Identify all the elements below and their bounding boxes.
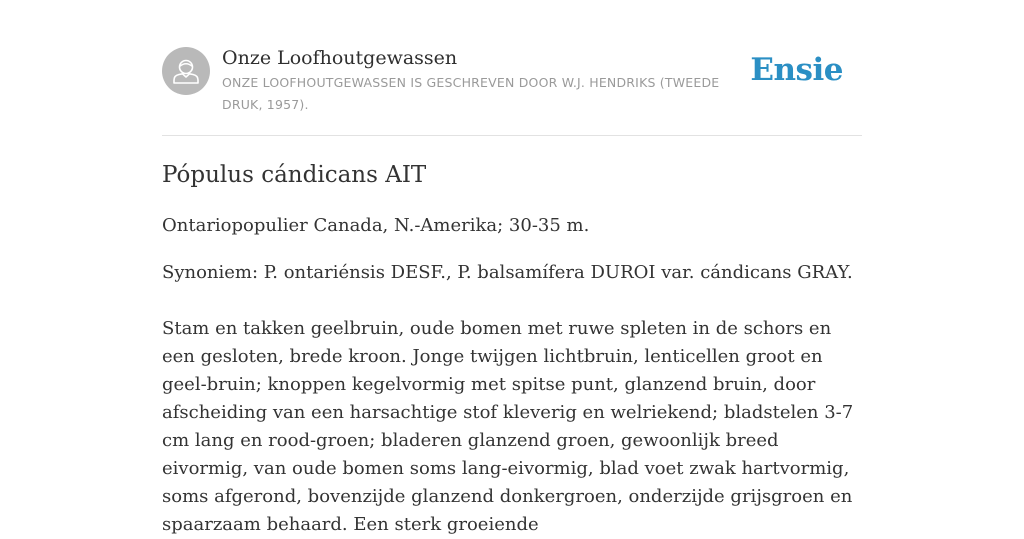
book-header [162, 0, 862, 136]
article-paragraph-description: Stam en takken geelbruin, oude bomen met ruwe spleten in de schors en een gesloten, brede kroon. Jonge twijgen lichtbruin, lenticellen groot en geel-bruin; knoppen kegelvormig met spitse punt, glanzend bruin, door afscheiding van een harsachtige stof kleverig en welriekend; bladstelen 3-7 cm lang en rood-groen; bladeren glanzend groen, gewoonlijk breed eivormig, van oude bomen soms lang-eivormig, blad voet zwak hartvormig, soms afgerond, bovenzijde glanzend donkergroen, onderzijde grijsgroen en spaarzaam behaard. Een sterk groeiende [162, 318, 854, 535]
book-subtitle: ONZE LOOFHOUTGEWASSEN IS GESCHREVEN DOOR W.J. HENDRIKS (TWEEDE DRUK, 1957). [222, 75, 720, 112]
article-title: Pópulus cándicans AIT [162, 162, 427, 188]
user-icon [162, 47, 210, 95]
page [162, 0, 862, 535]
ensie-logo[interactable]: Ensie [750, 52, 843, 88]
avatar [162, 47, 210, 95]
article-paragraph-synonyms: Synoniem: P. ontariénsis DESF., P. balsamífera DUROI var. cándicans GRAY. [162, 262, 853, 283]
article-paragraph-common-name: Ontariopopulier Canada, N.-Amerika; 30-35 m. [162, 215, 590, 236]
book-title[interactable]: Onze Loofhoutgewassen [222, 47, 458, 69]
